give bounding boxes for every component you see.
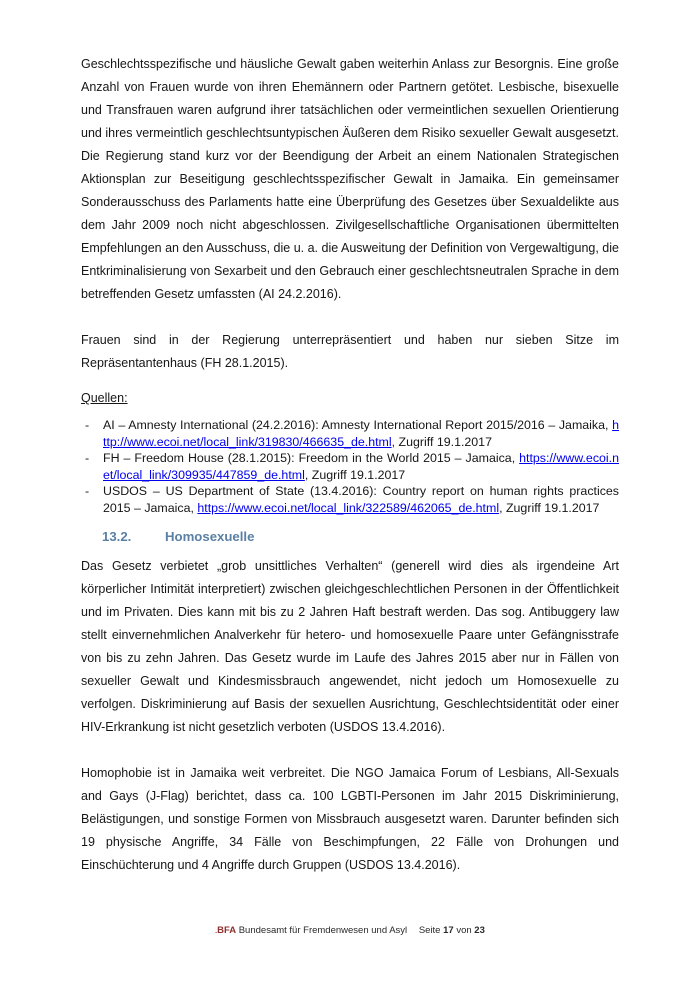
section-title: Homosexuelle	[165, 529, 255, 544]
bullet-dash: -	[85, 484, 90, 498]
page-number: 17	[443, 925, 454, 936]
footer-org-name: Bundesamt für Fremdenwesen und Asyl	[238, 925, 408, 936]
document-content	[81, 53, 619, 900]
source-text: , Zugriff 19.1.2017	[304, 467, 406, 482]
of-label: von	[456, 925, 472, 936]
logo-text: BFA	[217, 925, 237, 936]
source-text: , Zugriff 19.1.2017	[499, 500, 600, 515]
source-link[interactable]: https://www.ecoi.net/local_link/322589/462065_de.html	[197, 500, 500, 515]
source-list	[81, 417, 619, 516]
logo-dot: .	[215, 928, 218, 935]
source-text: FH – Freedom House (28.1.2015): Freedom in the World 2015 – Jamaica,	[103, 451, 520, 465]
source-text: USDOS – US Department of State (13.4.2016): Country report on human rights practices 2015 – Jamaica,	[103, 484, 619, 515]
body-paragraph: Homophobie ist in Jamaika weit verbreitet. Die NGO Jamaica Forum of Lesbians, All-Sexuals and Gays (J-Flag) berichtet, dass ca. 100 LGBTI-Personen im Jahr 2015 Diskriminierung, Belästigungen, und sonstige Formen von Missbrauch ausgesetzt waren. Darunter befinden sich 19 physische Angriffe, 34 Fälle von Beschimpfungen, 22 Fälle von Drohungen und Einschüchterung und 4 Angriffe durch Gruppen (USDOS 13.4.2016).	[81, 766, 619, 872]
source-link[interactable]: https://www.ecoi.net/local_link/309935/447859_de.html	[103, 451, 619, 482]
section-heading	[81, 527, 619, 546]
page-label: Seite	[418, 925, 441, 936]
body-paragraph: Geschlechtsspezifische und häusliche Gewalt gaben weiterhin Anlass zur Besorgnis. Eine große Anzahl von Frauen wurde von ihren Ehemännern oder Partnern getötet. Lesbische, bisexuelle und Transfrauen waren aufgrund ihrer tatsächlichen oder vermeintlichen sexuellen Orientierung und ihres vermeintlich geschlechtsuntypischen Äußeren dem Risiko sexueller Gewalt ausgesetzt. Die Regierung stand kurz vor der Beendigung der Arbeit an einem Nationalen Strategischen Aktionsplan zur Beseitigung geschlechtsspezifischer Gewalt in Jamaika. Ein gemeinsamer Sonderausschuss des Parlaments hatte eine Überprüfung des Gesetzes über Sexualdelikte aus dem Jahr 2009 noch nicht abgeschlossen. Zivilgesellschaftliche Organisationen übermittelten Empfehlungen an den Ausschuss, die u. a. die Ausweitung der Definition von Vergewaltigung, die Entkriminalisierung von Sexarbeit und den Gebrauch einer geschlechtsneutralen Sprache in dem betreffenden Gesetz umfassten (AI 24.2.2016).	[81, 57, 619, 301]
bullet-dash: -	[85, 451, 90, 465]
page-total: 23	[474, 925, 485, 936]
bullet-dash: -	[85, 418, 90, 432]
sources-label: Quellen:	[81, 391, 128, 405]
page-footer	[0, 925, 700, 938]
body-paragraph: Das Gesetz verbietet „grob unsittliches Verhalten“ (generell wird dies als irgendeine Art körperlicher Intimität interpretiert) zwischen gleichgeschlechtlichen Personen in der Öffentlichkeit und im Privaten. Dies kann mit bis zu 2 Jahren Haft bestraft werden. Das sog. Antibuggery law stellt einvernehmlichen Analverkehr für hetero- und homosexuelle Paare unter Gefängnisstrafe von bis zu zehn Jahren. Das Gesetz wurde im Laufe des Jahres 2015 aber nur in Fällen von sexueller Gewalt und Kindesmissbrauch angewendet, nicht jedoch um Homosexuelle zu verfolgen. Diskriminierung auf Basis der sexuellen Ausrichtung, Geschlechtsidentität oder einer HIV-Erkrankung ist nicht gesetzlich verboten (USDOS 13.4.2016).	[81, 559, 619, 734]
source-link[interactable]: http://www.ecoi.net/local_link/319830/466635_de.html	[103, 418, 619, 449]
body-paragraph: Frauen sind in der Regierung unterrepräsentiert und haben nur sieben Sitze im Repräsentantenhaus (FH 28.1.2015).	[81, 333, 619, 370]
source-item	[81, 483, 619, 516]
source-text: , Zugriff 19.1.2017	[391, 434, 492, 449]
source-item	[81, 417, 619, 450]
section-number: 13.2.	[102, 529, 132, 544]
source-text: AI – Amnesty International (24.2.2016): Amnesty International Report 2015/2016 – Jamaika,	[103, 418, 613, 432]
source-item	[81, 450, 619, 483]
bfa-logo	[215, 925, 236, 936]
footer-page-info	[419, 925, 485, 936]
